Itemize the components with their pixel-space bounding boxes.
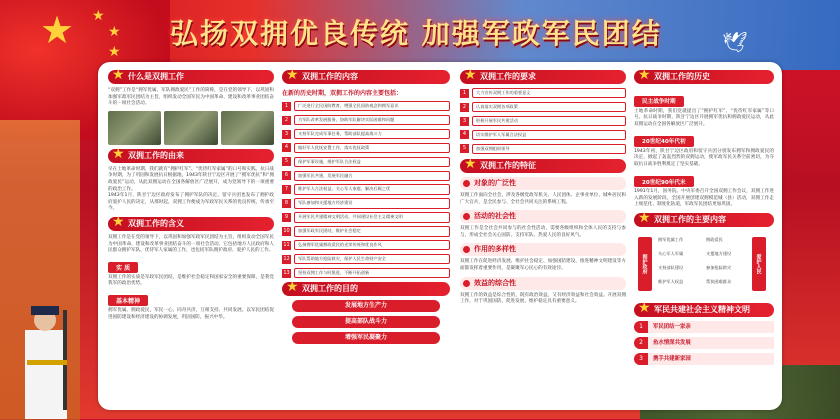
star-icon: ★ — [638, 299, 651, 316]
list-item — [460, 116, 626, 126]
purpose-pill: 提高部队战斗力 — [292, 316, 440, 328]
flag-small-star-icon: ★ — [92, 8, 105, 24]
list-item — [634, 337, 774, 349]
purpose-pill: 发展地方生产力 — [292, 300, 440, 312]
column-history — [634, 67, 774, 369]
item-number: 4 — [282, 143, 291, 152]
item-text: 弘扬拥军优属拥政爱民的光荣传统和优良作风 — [294, 240, 450, 250]
list-item — [282, 240, 450, 250]
list-item — [282, 171, 450, 181]
item-number: 5 — [460, 144, 469, 153]
item-text: 鱼水情深共发展 — [648, 337, 774, 349]
feature-heading: 效益的综合性 — [460, 277, 626, 290]
item-number: 2 — [282, 116, 291, 125]
section-header — [460, 156, 626, 173]
purpose-pill: 增强军民凝聚力 — [292, 332, 440, 344]
item-number: 13 — [283, 269, 290, 276]
item-text: 做好军人优抚安置工作，落实优抚政策 — [294, 143, 450, 153]
section-title: 双拥工作的要求 — [480, 72, 536, 81]
section-title: 双拥工作的内容 — [302, 72, 358, 81]
item-number: 2 — [460, 103, 469, 112]
section-title: 双拥工作的由来 — [128, 150, 184, 160]
era-label: 民主战争时期 — [634, 96, 684, 107]
item-text: 广泛进行全民国防教育，增强全民国防观念和拥军意识 — [294, 101, 450, 111]
item-number: 7 — [282, 185, 291, 194]
diagram-line: 帮扶困难群众 — [706, 278, 732, 284]
paragraph: 1943年初，陕甘宁边区政府和留守兵团分别发布拥军和拥政爱民的决定，掀起了轰轰烈烈的双拥运动，使军政军民关系空前密切，为夺取抗日战争胜利奠定了坚实基础。 — [634, 148, 774, 167]
tag-label: 基本精神 — [108, 295, 148, 306]
diagram-line: 拥政爱民 — [706, 236, 723, 242]
list-item — [282, 157, 450, 167]
list-item — [460, 102, 626, 112]
item-number: 10 — [283, 227, 290, 234]
section-header — [634, 209, 774, 227]
paragraph: 双拥工作是全社会共同参与的社会性活动，需要各级组织和全体人民的支持与参与，形成全社会关心国防、支持军队、热爱人民的良好风气。 — [460, 226, 626, 238]
star-icon: ★ — [638, 67, 651, 83]
item-text: 坚持双拥工作与时俱进，不断开拓创新 — [294, 268, 450, 278]
era-label: 20世纪40年代初 — [634, 136, 694, 147]
item-text: 军队参加和支援地方经济建设 — [294, 198, 450, 208]
list-item — [460, 88, 626, 98]
section-header — [282, 279, 450, 296]
section-header — [108, 145, 274, 163]
item-text: 加强军民共建，发展军民融合 — [294, 171, 450, 181]
diagram-line: 维护军人权益 — [658, 278, 684, 284]
list-item — [282, 268, 450, 278]
diagram-line: 支持部队建设 — [658, 264, 684, 270]
list-item — [282, 254, 450, 264]
item-number: 3 — [634, 353, 648, 365]
flag-small-star-icon: ★ — [108, 24, 121, 40]
military-photo — [221, 111, 274, 145]
list-item — [282, 129, 450, 139]
diagram-line: 参加抢险救灾 — [706, 264, 732, 270]
star-icon: ★ — [638, 209, 651, 226]
diagram-line: 关心军人军属 — [658, 250, 684, 256]
paragraph: 拥军优属、拥政爱民，军民一心、同舟共济，互相支持、共同发展。以军民团结促进国防建设和经济建设的协调发展，巩固国防，振兴中华。 — [108, 307, 274, 320]
era-label: 20世纪90年代末 — [634, 176, 694, 187]
item-text: 认真落实双拥各项政策 — [472, 102, 626, 112]
dove-icon: 🕊 — [722, 30, 748, 54]
list-item — [282, 101, 450, 111]
item-text: 切实维护军人军属合法权益 — [472, 130, 626, 140]
paragraph: 1991年1月，国务院、中央军委召开全国双拥工作会议，双拥工作进入新的发展阶段。全国开展创建双拥模范城（县）活动，双拥工作走上规范化、制度化轨道，军政军民团结更加巩固。 — [634, 189, 774, 208]
item-number: 12 — [283, 255, 290, 262]
section-header — [634, 299, 774, 317]
section-header — [108, 213, 274, 231]
section-title: 双拥工作的主要内容 — [654, 214, 726, 224]
section-header — [634, 67, 774, 84]
item-text: 加强双拥组织领导 — [472, 144, 626, 154]
photo-row — [108, 111, 274, 145]
item-text: 大力宣传双拥工作的重要意义 — [472, 88, 626, 98]
list-item — [460, 130, 626, 140]
paragraph: 1943年1月，陕甘宁边区政府发布了拥护军队的决定。留守兵团也发布了拥护政府爱护人民的决定，从那时起，双拥工作便成为军政军民关系的优良传统，传承至今。 — [108, 193, 274, 212]
tag-label: 实 质 — [108, 262, 138, 273]
star-icon: ★ — [112, 67, 125, 83]
paragraph: “双拥”工作是“拥军优属，军队拥政爱民”工作的简称，是在党的领导下，以巩固和加强军政军民团结为主旨，组织发动全国军民为中国革命、建设和改革事业团结奋斗的一项社会活动。 — [108, 88, 274, 107]
diagram-box-right: 爱护人民 — [752, 237, 766, 291]
list-item — [282, 115, 450, 125]
military-photo — [108, 111, 161, 145]
star-icon: ★ — [112, 213, 125, 230]
diagram-line: 支援地方建设 — [706, 250, 732, 256]
item-text: 携手共建新家园 — [648, 353, 774, 365]
flag-big-star-icon: ★ — [40, 8, 75, 52]
item-number: 8 — [282, 199, 291, 208]
list-item — [634, 321, 774, 333]
list-item — [282, 198, 450, 208]
honor-guard-soldier-image — [5, 300, 95, 419]
item-text: 军队帮助地方抢险救灾，保护人民生命财产安全 — [294, 254, 450, 264]
star-icon: ★ — [464, 67, 477, 83]
item-number: 3 — [282, 130, 291, 139]
item-number: 5 — [282, 157, 291, 166]
list-item — [282, 212, 450, 222]
feature-heading: 对象的广泛性 — [460, 177, 626, 190]
item-text: 加强军政军民团结，维护社会稳定 — [294, 226, 450, 236]
column-content — [282, 67, 450, 348]
item-number: 11 — [283, 241, 290, 248]
diagram-line: 拥军优属工作 — [658, 236, 684, 242]
list-item — [282, 143, 450, 153]
item-text: 积极开展军民共建活动 — [472, 116, 626, 126]
paragraph: 土地革命时期，我们党就提出了“拥护红军”、“优待红军家属”等口号。抗日战争时期，陕甘宁边区开展拥军优抗和拥政爱民运动，从此双拥运动在全国各解放区广泛展开。 — [634, 108, 774, 127]
paragraph: 双拥工作是在党的领导下，以巩固和加强军政军民团结为主旨，组织发动全国军民为中国革命、建设和改革事业团结奋斗的一项社会活动。它包括地方人民政府和人民群众拥护军队、优待军人家属的工作，也包括军队拥护政府、爱护人民的工作。 — [108, 234, 274, 254]
item-text: 保护军事设施，维护军队合法权益 — [294, 157, 450, 167]
paragraph: 双拥工作在促进经济发展、维护社会稳定、加强国防建设、推进精神文明建设等方面都发挥着重要作用，是凝聚军心民心的有效途径。 — [460, 259, 626, 271]
feature-heading: 活动的社会性 — [460, 210, 626, 223]
item-number: 3 — [460, 117, 469, 126]
section-header — [460, 67, 626, 84]
star-icon: ★ — [112, 145, 125, 162]
item-number: 6 — [282, 171, 291, 180]
column-requirements — [460, 67, 626, 306]
section-title: 双拥工作的特征 — [480, 161, 536, 171]
star-icon: ★ — [464, 156, 477, 173]
military-photo — [164, 111, 217, 145]
list-item — [282, 184, 450, 194]
section-title: 双拥工作的含义 — [128, 218, 184, 228]
item-text: 军民团结一家亲 — [648, 321, 774, 333]
page-title: 弘扬双拥优良传统 加强军政军民团结 — [170, 17, 662, 50]
star-icon: ★ — [286, 279, 299, 296]
item-text: 支持军队完成军事任务，帮助部队提高战斗力 — [294, 129, 450, 139]
list-item — [282, 226, 450, 236]
item-number: 9 — [282, 213, 291, 222]
list-item — [634, 353, 774, 365]
relationship-diagram — [634, 231, 774, 301]
section-title: 什么是双拥工作 — [128, 72, 184, 81]
item-number: 1 — [634, 321, 648, 333]
section-title: 双拥工作的历史 — [654, 72, 710, 81]
paragraph: 双拥工作的实质是军政军民团结，是维护社会稳定和国家安全的重要保障，是我党我军的政治优势。 — [108, 274, 274, 287]
item-number: 1 — [460, 89, 469, 98]
section-subtitle: 在新的历史时期，双拥工作的内容主要包括： — [282, 90, 403, 97]
diagram-box-left: 拥护政府 — [638, 237, 652, 291]
section-header — [108, 67, 274, 84]
section-title: 双拥工作的目的 — [302, 284, 358, 294]
feature-heading: 作用的多样性 — [460, 243, 626, 256]
list-item — [460, 144, 626, 154]
item-text: 开展军民共建精神文明活动，共同建设社会主义精神文明 — [294, 212, 450, 222]
item-text: 为军队改革发展服务，协助军队解决实际困难和问题 — [294, 115, 450, 125]
item-number: 4 — [460, 130, 469, 139]
section-header — [282, 67, 450, 84]
paragraph: 双拥工作面向全社会，涉及各级党政军机关、人民团体、企事业单位、城乡居民和广大官兵，是全民参与、全社会共同关注的系统工程。 — [460, 193, 626, 205]
paragraph: 双拥工作的效益是综合性的，既有政治效益，又有经济效益和社会效益。开展双拥工作，对于巩固国防、促进发展、维护稳定具有重要意义。 — [460, 292, 626, 305]
column-intro — [108, 67, 274, 321]
item-text: 维护军人合法权益，关心军人家庭，解决后顾之忧 — [294, 184, 450, 194]
item-number: 1 — [282, 102, 291, 111]
flag-small-star-icon: ★ — [108, 44, 121, 60]
star-icon: ★ — [286, 67, 299, 83]
item-number: 2 — [634, 337, 648, 349]
paragraph: 早在土地革命时期，我们就有“拥护红军”、“优待红军家属”的口号和实践。抗日战争时期，为了巩固和发展抗日根据地，1943年陕甘宁边区开展了“拥军优抗”和“拥政爱民”运动，从此双拥运动在全国各解放区广泛展开，成为党领导下的一项重要的政治工作。 — [108, 166, 274, 192]
section-title: 军民共建社会主义精神文明 — [654, 304, 750, 314]
